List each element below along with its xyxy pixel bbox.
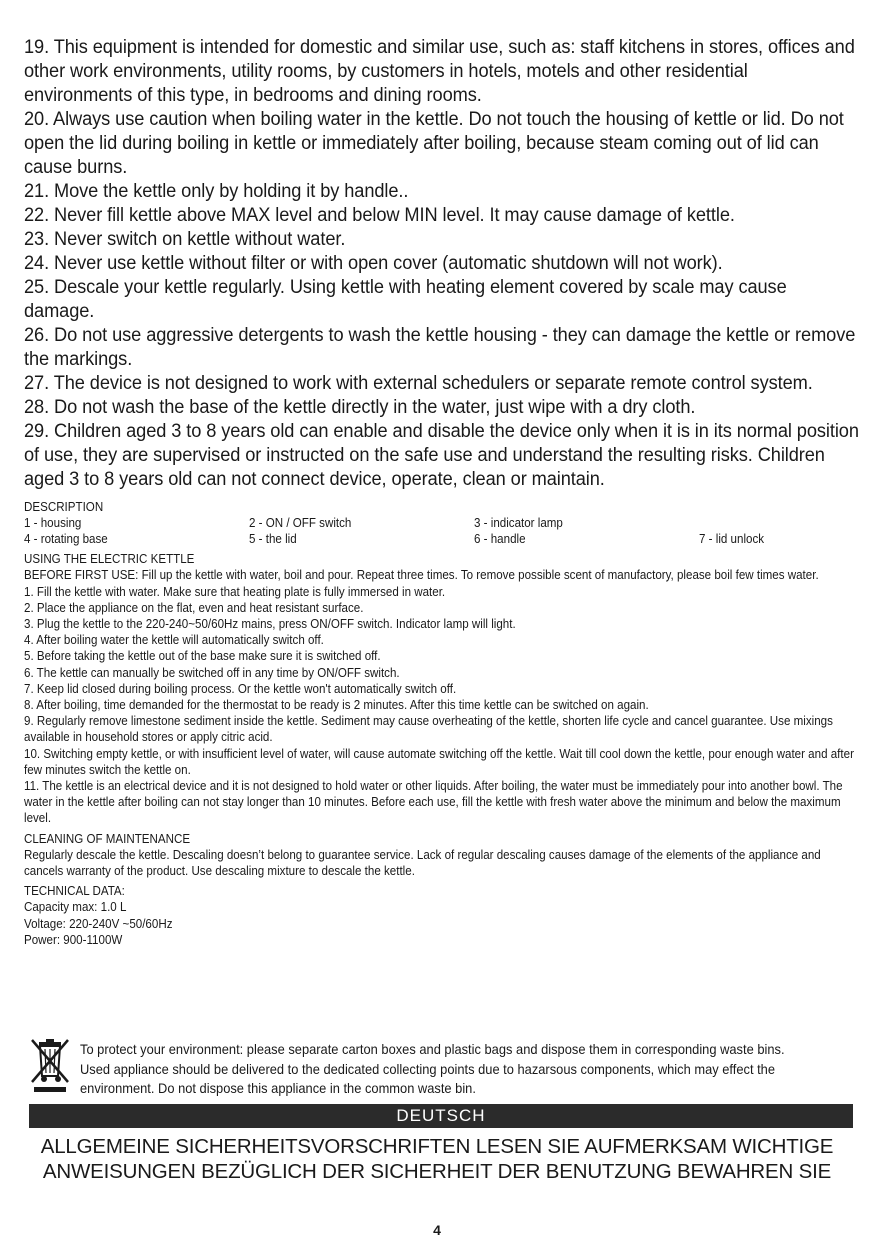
safety-item: 24. Never use kettle without filter or with open cover (automatic shutdown will not work).: [24, 252, 723, 274]
page-number: 4: [433, 1222, 441, 1238]
usage-step: 9. Regularly remove limestone sediment inside the kettle. Sediment may cause overheating of the kettle, shorten life cycle and cancel guarantee. Use mixings available in household stores or apply citric acid.: [24, 714, 833, 745]
using-heading: USING THE ELECTRIC KETTLE: [24, 552, 195, 567]
safety-item: 25. Descale your kettle regularly. Using kettle with heating element covered by scale may cause damage.: [24, 276, 787, 322]
safety-item: 22. Never fill kettle above MAX level and below MIN level. It may cause damage of kettle.: [24, 204, 735, 226]
first-use-text: BEFORE FIRST USE: Fill up the kettle with water, boil and pour. Repeat three times. To remove possible scent of manufactory, please boil few times water.: [24, 568, 819, 583]
cleaning-section: [24, 831, 856, 880]
part-label: 4 - rotating base: [24, 532, 108, 547]
usage-step: 5. Before taking the kettle out of the base make sure it is switched off.: [24, 649, 381, 664]
safety-item: 23. Never switch on kettle without water.: [24, 228, 346, 250]
usage-step: 4. After boiling water the kettle will automatically switch off.: [24, 633, 324, 648]
german-heading-line: ALLGEMEINE SICHERHEITSVORSCHRIFTEN LESEN SIE AUFMERKSAM WICHTIGE: [40, 1135, 834, 1158]
usage-step: 11. The kettle is an electrical device and it is not designed to hold water or other liquids. After boiling, the water must be immediately pour into another bowl. The water in the kettle after boiling can not stay longer than 10 minutes. Before each use, fill the kettle with fresh water above the minimum and below the maximum level.: [24, 779, 843, 826]
parts-list: [24, 515, 856, 547]
part-label: 3 - indicator lamp: [474, 516, 563, 531]
technical-section: [24, 883, 856, 948]
part-label: 5 - the lid: [249, 532, 297, 547]
technical-line: Power: 900-1100W: [24, 932, 123, 947]
technical-line: Voltage: 220-240V ~50/60Hz: [24, 916, 173, 931]
environment-line: Used appliance should be delivered to the dedicated collecting points due to hazarsous components, which may effect the: [80, 1060, 776, 1077]
crossed-out-wheeled-bin-icon: [28, 1036, 74, 1094]
technical-line: Capacity max: 1.0 L: [24, 900, 127, 915]
usage-step: 6. The kettle can manually be switched off in any time by ON/OFF switch.: [24, 665, 400, 680]
german-safety-heading: [0, 1134, 874, 1184]
safety-item: 28. Do not wash the base of the kettle directly in the water, just wipe with a dry cloth.: [24, 396, 696, 418]
safety-item: 21. Move the kettle only by holding it by handle..: [24, 180, 409, 202]
technical-heading: TECHNICAL DATA:: [24, 884, 125, 899]
manual-page: [24, 35, 859, 948]
usage-step: 3. Plug the kettle to the 220-240~50/60Hz mains, press ON/OFF switch. Indicator lamp will light.: [24, 617, 516, 632]
usage-step: 2. Place the appliance on the flat, even and heat resistant surface.: [24, 600, 364, 615]
using-section: [24, 551, 856, 826]
part-label: 7 - lid unlock: [699, 532, 765, 547]
usage-step: 1. Fill the kettle with water. Make sure that heating plate is fully immersed in water.: [24, 584, 446, 599]
cleaning-text: Regularly descale the kettle. Descaling doesn’t belong to guarantee service. Lack of regular descaling causes damage of the elements of the appliance and cancels warranty of the product. Use descaling mixture to descale the kettle.: [24, 847, 821, 879]
environment-notice: [24, 1036, 856, 1100]
description-heading: DESCRIPTION: [24, 500, 104, 514]
part-label: [699, 515, 855, 531]
safety-item: 29. Children aged 3 to 8 years old can enable and disable the device only when it is in its normal position of use, they are supervised or instructed on the safe use and understand the resulting risks. Children aged 3 to 8 years old can not connect device, operate, clean or maintain.: [24, 420, 859, 490]
part-label: 2 - ON / OFF switch: [249, 516, 352, 531]
environment-line: environment. Do not dispose this appliance in the common waste bin.: [80, 1080, 476, 1096]
safety-instructions: [24, 35, 859, 491]
safety-item: 19. This equipment is intended for domestic and similar use, such as: staff kitchens in stores, offices and other work environments, utility rooms, by customers in hotels, motels and other residential environments of this type, in bedrooms and dining rooms.: [24, 36, 855, 106]
usage-step: 8. After boiling, time demanded for the thermostat to be ready is 2 minutes. After this time kettle can be switched on again.: [24, 698, 649, 713]
environment-text: [80, 1040, 874, 1099]
part-label: 6 - handle: [474, 532, 526, 547]
german-heading-line: ANWEISUNGEN BEZÜGLICH DER SICHERHEIT DER BENUTZUNG BEWAHREN SIE: [42, 1160, 832, 1183]
safety-item: 26. Do not use aggressive detergents to wash the kettle housing - they can damage the kettle or remove the markings.: [24, 324, 856, 370]
cleaning-heading: CLEANING OF MAINTENANCE: [24, 831, 191, 846]
environment-line: To protect your environment: please separate carton boxes and plastic bags and dispose them in corresponding waste bins.: [80, 1041, 785, 1057]
usage-step: 10. Switching empty kettle, or with insufficient level of water, will cause automate switching off the kettle. Wait till cool down the kettle, pour enough water and after few minutes switch the kettle on.: [24, 746, 854, 777]
language-section-bar: DEUTSCH: [29, 1104, 853, 1128]
safety-item: 20. Always use caution when boiling water in the kettle. Do not touch the housing of kettle or lid. Do not open the lid during boiling in kettle or immediately after boiling, because steam coming out of lid can cause burns.: [24, 108, 844, 178]
description-section: [24, 499, 856, 547]
usage-step: 7. Keep lid closed during boiling process. Or the kettle won't automatically switch off.: [24, 681, 457, 696]
part-label: 1 - housing: [24, 516, 82, 531]
safety-item: 27. The device is not designed to work with external schedulers or separate remote control system.: [24, 372, 813, 394]
